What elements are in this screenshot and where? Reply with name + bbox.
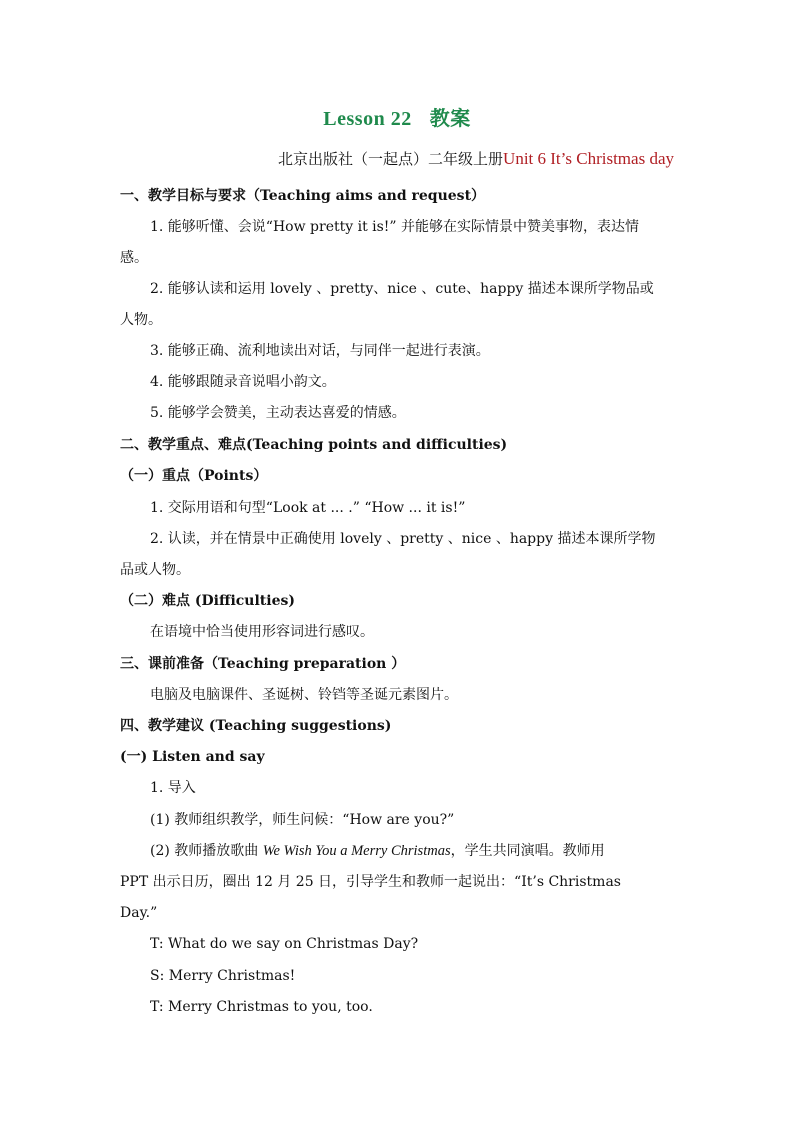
unit-title: Unit 6 It’s Christmas day [503,149,674,168]
listen-say-subheading: (一) Listen and say [120,749,265,765]
publisher-text: 北京出版社（一起点）二年级上册 [278,150,504,168]
page-title [0,102,794,131]
song-title: We Wish You a Merry Christmas [262,843,451,859]
aim-4: 4. 能够跟随录音说唱小韵文。 [150,374,336,390]
aim-5: 5. 能够学会赞美，主动表达喜爱的情感。 [150,405,406,421]
difficulties-subheading: （二）难点 (Difficulties) [120,593,295,609]
aims-heading: 一、教学目标与要求（Teaching aims and request） [120,188,486,204]
step-1-1: (1) 教师组织教学，师生问候：“How are you?” [150,812,455,828]
aim-3: 3. 能够正确、流利地读出对话，与同伴一起进行表演。 [150,343,490,359]
aim-1-line-1: 1. 能够听懂、会说“How pretty it is!” 并能够在实际情景中赞美事物，表达情 [150,219,640,235]
aim-2-line-1: 2. 能够认读和运用 lovely 、pretty、nice 、cute、happy 描述本课所学物品或 [150,281,654,297]
point-2-line-1: 2. 认读，并在情景中正确使用 lovely 、pretty 、nice 、happy 描述本课所学物 [150,531,656,547]
step-1-2-post: ，学生共同演唱。教师用 [450,843,605,859]
aim-1-line-2: 感。 [120,250,148,266]
points-subheading: （一）重点（Points） [120,468,268,484]
lesson-title: Lesson 22 [323,108,412,130]
points-heading: 二、教学重点、难点(Teaching points and difficulties) [120,437,508,453]
subtitle [278,148,674,169]
aim-2-line-2: 人物。 [120,312,162,328]
step-1-heading: 1. 导入 [150,780,196,796]
point-2-line-2: 品或人物。 [120,562,190,578]
step-1-2-pre: (2) 教师播放歌曲 [150,843,263,859]
suggestions-heading: 四、教学建议 (Teaching suggestions) [120,718,392,734]
dialogue-teacher-1: T: What do we say on Christmas Day? [150,936,419,952]
point-1: 1. 交际用语和句型“Look at ... .” “How ... it is!” [150,500,466,516]
difficulty-1: 在语境中恰当使用形容词进行感叹。 [150,624,374,640]
prep-heading: 三、课前准备（Teaching preparation ） [120,656,406,672]
dialogue-teacher-2: T: Merry Christmas to you, too. [150,999,373,1015]
prep-text: 电脑及电脑课件、圣诞树、铃铛等圣诞元素图片。 [150,687,458,703]
step-1-2-line-3: Day.” [120,905,158,921]
lesson-kind: 教案 [429,108,471,130]
step-1-2-line-1 [150,841,675,861]
step-1-2-line-2: PPT 出示日历，圈出 12 月 25 日，引导学生和教师一起说出：“It’s Christmas [120,874,621,890]
dialogue-student-1: S: Merry Christmas! [150,968,296,984]
